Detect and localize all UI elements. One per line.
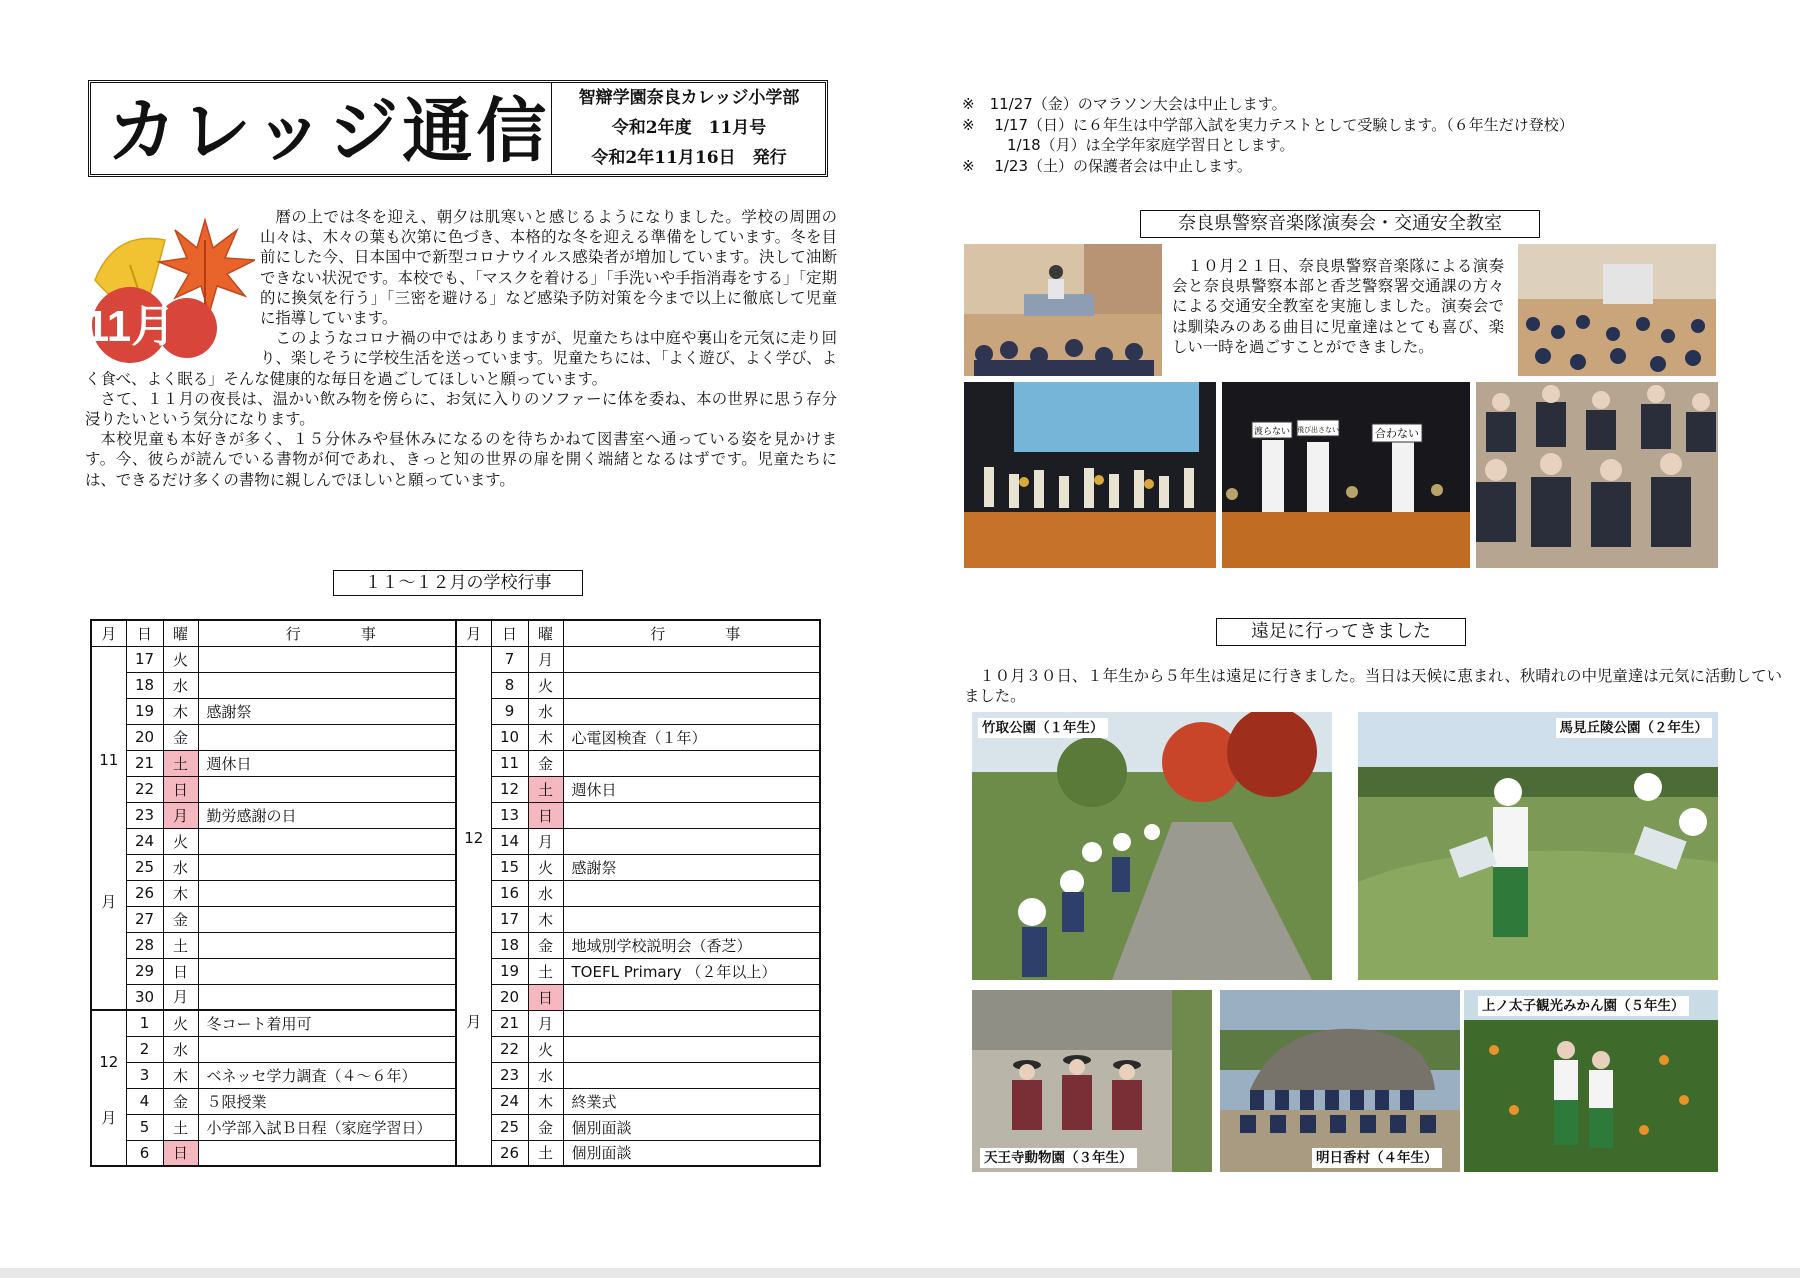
weekday-cell: 木 (528, 1088, 563, 1114)
day-cell: 26 (491, 1140, 528, 1166)
weekday-cell: 金 (528, 750, 563, 776)
month-cell-december (91, 1010, 126, 1166)
day-cell: 8 (491, 672, 528, 698)
weekday-cell: 日 (163, 958, 198, 984)
event-cell (198, 1036, 456, 1062)
excursion-photo-asuka (1220, 990, 1460, 1172)
intro-paragraph: このようなコロナ禍の中ではありますが、児童たちは中庭や裏山を元気に走り回り、楽しそうに学校生活を送っています。児童たちには、「よく遊び、よく学び、よく食べ、よく眠る」そんな健康的な毎日を過ごしてほしいと願っています。 (85, 329, 837, 388)
month-number: 12 (99, 1053, 119, 1071)
band-photo-signs (1222, 382, 1470, 568)
header-day: 日 (491, 620, 528, 646)
event-cell (563, 1062, 820, 1088)
weekday-cell: 月 (163, 984, 198, 1010)
day-cell: 20 (126, 724, 163, 750)
publish-date: 令和2年11月16日 発行 (591, 148, 787, 168)
month-suffix: 月 (466, 1012, 482, 1031)
event-cell (563, 1010, 820, 1036)
event-cell (563, 906, 820, 932)
day-cell: 17 (491, 906, 528, 932)
event-cell (198, 724, 456, 750)
weekday-cell: 土 (163, 932, 198, 958)
page-bottom-band (0, 1268, 1800, 1278)
day-cell: 5 (126, 1114, 163, 1140)
event-cell (563, 1036, 820, 1062)
event-cell: 個別面談 (563, 1140, 820, 1166)
excursion-section-title: 遠足に行ってきました (1216, 618, 1466, 646)
event-cell (563, 672, 820, 698)
event-cell: 小学部入試Ｂ日程（家庭学習日） (198, 1114, 456, 1140)
event-cell: ベネッセ学力調査（４～６年） (198, 1062, 456, 1088)
caption-mikan: 上ノ太子観光みかん園（５年生） (1478, 996, 1689, 1016)
issue-label: 令和2年度 11月号 (611, 118, 767, 138)
schedule-table (90, 619, 821, 1167)
weekday-cell: 火 (528, 854, 563, 880)
header-month: 月 (456, 620, 491, 646)
event-cell: 終業式 (563, 1088, 820, 1114)
day-cell: 25 (491, 1114, 528, 1140)
day-cell: 10 (491, 724, 528, 750)
event-cell (563, 828, 820, 854)
intro-paragraph: 本校児童も本好きが多く、１５分休みや昼休みになるのを待ちかねて図書室へ通っている姿を見かけます。今、彼らが読んでいる書物が何であれ、きっと知の世界の扉を開く端緒となるはずです。児童たちには、できるだけ多くの書物に親しんでほしいと願っています。 (85, 430, 837, 489)
weekday-cell: 金 (163, 724, 198, 750)
event-cell: TOEFL Primary （２年以上） (563, 958, 820, 984)
weekday-cell: 土 (163, 750, 198, 776)
event-cell: 感謝祭 (198, 698, 456, 724)
event-cell (563, 750, 820, 776)
event-cell (563, 802, 820, 828)
day-cell: 3 (126, 1062, 163, 1088)
event-cell (198, 984, 456, 1010)
event-cell (563, 880, 820, 906)
day-cell: 18 (491, 932, 528, 958)
month-number: 11 (99, 750, 119, 769)
event-cell: 心電図検査（１年） (563, 724, 820, 750)
weekday-cell: 火 (528, 672, 563, 698)
day-cell: 4 (126, 1088, 163, 1114)
weekday-cell: 火 (528, 1036, 563, 1062)
event-cell (198, 828, 456, 854)
day-cell: 13 (491, 802, 528, 828)
excursion-photo-mikan-orchard (1464, 990, 1718, 1172)
excursion-photo-taketori-park (972, 712, 1332, 980)
weekday-cell: 月 (528, 646, 563, 672)
day-cell: 30 (126, 984, 163, 1010)
day-cell: 19 (126, 698, 163, 724)
newsletter-title: カレッジ通信 (107, 89, 551, 172)
weekday-cell: 水 (528, 698, 563, 724)
schedule-header-row (91, 620, 820, 646)
caption-asuka: 明日香村（４年生） (1312, 1148, 1442, 1168)
weekday-cell: 日 (163, 776, 198, 802)
excursion-photo-umami-park (1358, 712, 1718, 980)
weekday-cell: 土 (528, 958, 563, 984)
notice-list (962, 94, 1782, 176)
day-cell: 29 (126, 958, 163, 984)
day-cell: 16 (491, 880, 528, 906)
event-cell (563, 646, 820, 672)
event-cell (198, 1140, 456, 1166)
event-cell (198, 854, 456, 880)
weekday-cell: 日 (528, 984, 563, 1010)
excursion-photo-tennoji-zoo (972, 990, 1212, 1172)
day-cell: 18 (126, 672, 163, 698)
weekday-cell: 木 (163, 880, 198, 906)
day-cell: 24 (126, 828, 163, 854)
event-cell: 感謝祭 (563, 854, 820, 880)
caption-tennoji: 天王寺動物園（３年生） (980, 1148, 1137, 1168)
month-cell-november (91, 646, 126, 1010)
event-cell: ５限授業 (198, 1088, 456, 1114)
sign-text: 飛び出さない (1297, 427, 1339, 434)
band-paragraph: １０月２１日、奈良県警察音楽隊による演奏会と奈良県警察本部と香芝警察署交通課の方々による交通安全教室を実施しました。演奏会では馴染みのある曲目に児童達はとても喜び、楽しい一時を過ごすことができました。 (1172, 257, 1504, 356)
notice-item: ※ 1/17（日）に６年生は中学部入試を実力テストとして受験します。（６年生だけ登校） (962, 115, 1574, 134)
month-cell-december (456, 646, 491, 1166)
day-cell: 25 (126, 854, 163, 880)
notice-item: ※ 11/27（金）のマラソン大会は中止します。 (962, 95, 1287, 113)
day-cell: 23 (126, 802, 163, 828)
band-article (1172, 256, 1504, 357)
band-section-title: 奈良県警察音楽隊演奏会・交通安全教室 (1140, 210, 1540, 238)
badge-text: 11月 (85, 302, 176, 351)
day-cell: 1 (126, 1010, 163, 1036)
month-number: 12 (464, 828, 484, 847)
band-photo-teacher (964, 244, 1162, 376)
month-suffix: 月 (101, 1109, 117, 1127)
weekday-cell: 日 (163, 1140, 198, 1166)
band-photo-gym (1518, 244, 1716, 376)
event-cell: 地域別学校説明会（香芝） (563, 932, 820, 958)
excursion-paragraph: １０月３０日、１年生から５年生は遠足に行きました。当日は天候に恵まれ、秋晴れの中児童達は元気に活動していました。 (964, 667, 1782, 706)
event-cell (198, 646, 456, 672)
weekday-cell: 金 (163, 1088, 198, 1114)
header-weekday: 曜 (163, 620, 198, 646)
weekday-cell: 水 (163, 1036, 198, 1062)
weekday-cell: 水 (528, 1062, 563, 1088)
weekday-cell: 土 (163, 1114, 198, 1140)
header-event: 行 事 (563, 620, 820, 646)
intro-paragraph: 暦の上では冬を迎え、朝夕は肌寒いと感じるようになりました。学校の周囲の山々は、木々の葉も次第に色づき、本格的な冬を迎える準備をしています。冬を目前にした今、日本国中で新型コロナウイルス感染者が増加しています。決して油断できない状況です。本校でも、「マスクを着ける」「手洗いや手指消毒をする」「定期的に換気を行う」「三密を避ける」など感染予防対策を今まで以上に徹底して児童に指導しています。 (260, 208, 837, 328)
weekday-cell: 火 (163, 1010, 198, 1036)
event-cell: 冬コート着用可 (198, 1010, 456, 1036)
header-month: 月 (91, 620, 126, 646)
day-cell: 17 (126, 646, 163, 672)
day-cell: 27 (126, 906, 163, 932)
weekday-cell: 水 (528, 880, 563, 906)
event-cell (198, 672, 456, 698)
day-cell: 7 (491, 646, 528, 672)
weekday-cell: 木 (163, 1062, 198, 1088)
notice-item: ※ 1/23（土）の保護者会は中止します。 (962, 156, 1252, 175)
notice-item: 1/18（月）は全学年家庭学習日とします。 (1007, 136, 1295, 154)
day-cell: 21 (491, 1010, 528, 1036)
event-cell: 勤労感謝の日 (198, 802, 456, 828)
weekday-cell: 水 (163, 854, 198, 880)
day-cell: 22 (126, 776, 163, 802)
weekday-cell: 金 (528, 1114, 563, 1140)
month-suffix: 月 (101, 892, 117, 911)
day-cell: 12 (491, 776, 528, 802)
day-cell: 15 (491, 854, 528, 880)
event-cell (198, 880, 456, 906)
day-cell: 28 (126, 932, 163, 958)
weekday-cell: 月 (528, 1010, 563, 1036)
day-cell: 26 (126, 880, 163, 906)
weekday-cell: 金 (163, 906, 198, 932)
weekday-cell: 月 (528, 828, 563, 854)
school-name: 智辯学園奈良カレッジ小学部 (578, 88, 800, 108)
event-cell (198, 906, 456, 932)
weekday-cell: 水 (163, 672, 198, 698)
caption-umami: 馬見丘陵公園（２年生） (1556, 718, 1713, 738)
weekday-cell: 金 (528, 932, 563, 958)
event-cell (563, 984, 820, 1010)
masthead-info (551, 83, 826, 174)
day-cell: 2 (126, 1036, 163, 1062)
day-cell: 21 (126, 750, 163, 776)
weekday-cell: 木 (528, 724, 563, 750)
day-cell: 20 (491, 984, 528, 1010)
caption-taketori: 竹取公園（１年生） (978, 718, 1108, 738)
day-cell: 6 (126, 1140, 163, 1166)
event-cell: 週休日 (198, 750, 456, 776)
weekday-cell: 土 (528, 776, 563, 802)
weekday-cell: 火 (163, 646, 198, 672)
event-cell (198, 958, 456, 984)
schedule-title: １１～１２月の学校行事 (333, 570, 583, 596)
header-weekday: 曜 (528, 620, 563, 646)
header-event: 行 事 (198, 620, 456, 646)
day-cell: 23 (491, 1062, 528, 1088)
weekday-cell: 火 (163, 828, 198, 854)
event-cell: 週休日 (563, 776, 820, 802)
sign-text: 渡らない (1253, 426, 1291, 436)
excursion-article (964, 666, 1782, 706)
sign-text: 合わない (1375, 428, 1419, 440)
schedule-row (91, 646, 820, 672)
weekday-cell: 月 (163, 802, 198, 828)
day-cell: 19 (491, 958, 528, 984)
event-cell (198, 776, 456, 802)
event-cell (198, 932, 456, 958)
weekday-cell: 木 (163, 698, 198, 724)
day-cell: 11 (491, 750, 528, 776)
band-photo-stage (964, 382, 1216, 568)
intro-paragraph: さて、１１月の夜長は、温かい飲み物を傍らに、お気に入りのソファーに体を委ね、本の世界に思う存分浸りたいという気分になります。 (85, 389, 837, 429)
weekday-cell: 土 (528, 1140, 563, 1166)
day-cell: 9 (491, 698, 528, 724)
weekday-cell: 木 (528, 906, 563, 932)
event-cell (563, 698, 820, 724)
masthead (88, 80, 828, 177)
day-cell: 14 (491, 828, 528, 854)
day-cell: 24 (491, 1088, 528, 1114)
event-cell: 個別面談 (563, 1114, 820, 1140)
intro-article (85, 207, 837, 490)
day-cell: 22 (491, 1036, 528, 1062)
header-day: 日 (126, 620, 163, 646)
band-photo-audience (1476, 382, 1718, 568)
weekday-cell: 日 (528, 802, 563, 828)
